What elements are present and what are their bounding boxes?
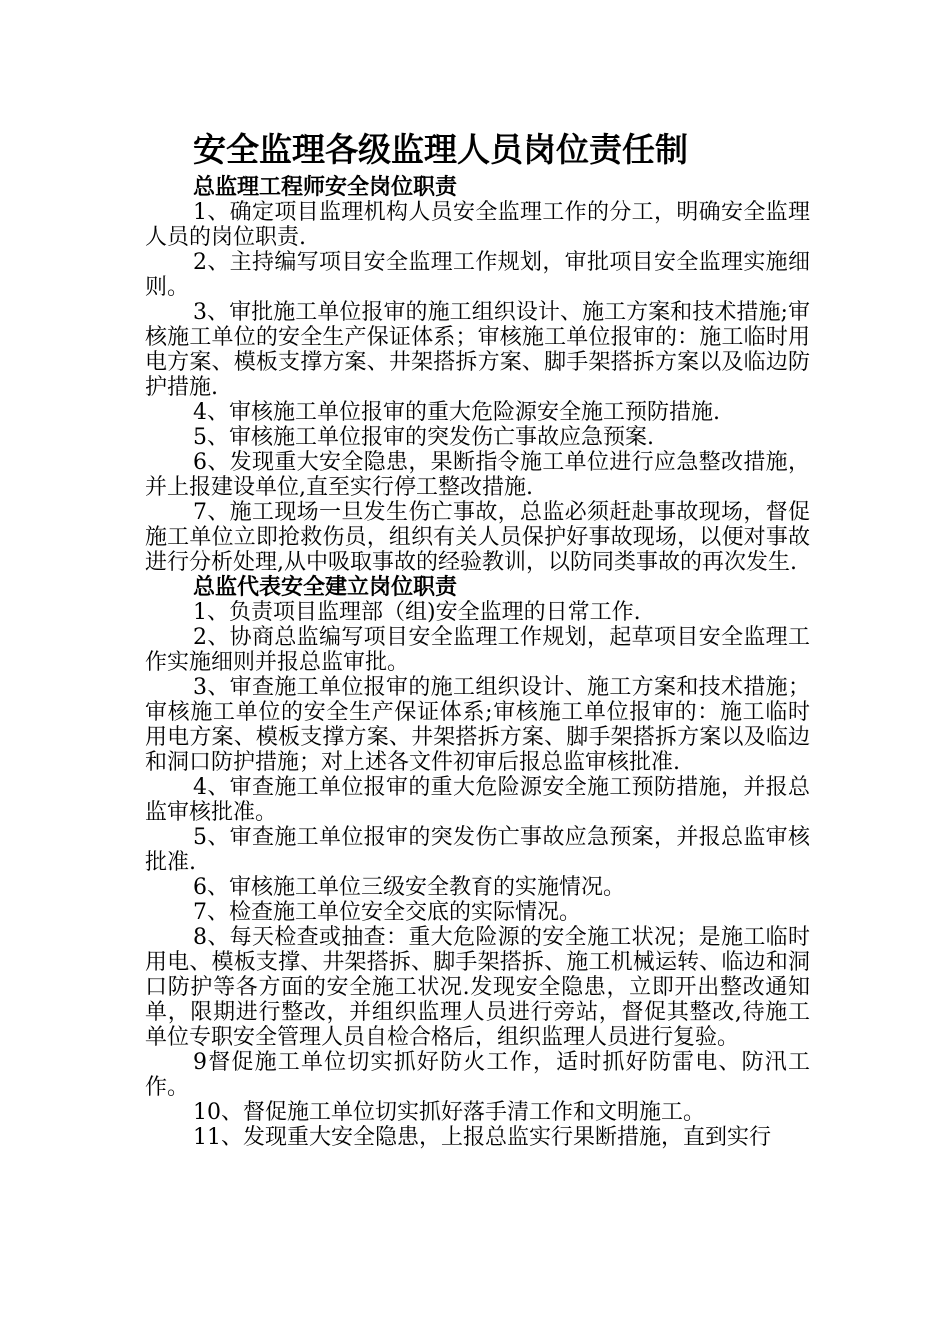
- document-title: 安全监理各级监理人员岗位责任制: [193, 130, 688, 169]
- paragraph: 1、确定项目监理机构人员安全监理工作的分工，明确安全监理人员的岗位职责.: [145, 200, 810, 250]
- section-heading: 总监理工程师安全岗位职责: [193, 175, 458, 200]
- paragraph: 4、审核施工单位报审的重大危险源安全施工预防措施.: [193, 400, 720, 425]
- paragraph: 1、负责项目监理部（组)安全监理的日常工作.: [193, 600, 641, 625]
- section-heading: 总监代表安全建立岗位职责: [193, 575, 458, 600]
- paragraph: 11、发现重大安全隐患，上报总监实行果断措施，直到实行: [193, 1125, 771, 1150]
- paragraph: 8、每天检查或抽查：重大危险源的安全施工状况；是施工临时用电、模板支撑、井架搭拆、脚手架搭拆、施工机械运转、临边和洞口防护等各方面的安全施工状况.发现安全隐患，立即开出整改通知单，限期进行整改，并组织监理人员进行旁站，督促其整改,待施工单位专职安全管理人员自检合格后，组织监理人员进行复验。: [145, 925, 810, 1050]
- paragraph: 2、协商总监编写项目安全监理工作规划，起草项目安全监理工作实施细则并报总监审批。: [145, 625, 810, 675]
- paragraph: 6、审核施工单位三级安全教育的实施情况。: [193, 875, 625, 900]
- paragraph: 7、检查施工单位安全交底的实际情况。: [193, 900, 581, 925]
- paragraph: 6、发现重大安全隐患，果断指令施工单位进行应急整改措施，并上报建设单位,直至实行停工整改措施.: [145, 450, 810, 500]
- paragraph: 5、审查施工单位报审的突发伤亡事故应急预案，并报总监审核批准.: [145, 825, 810, 875]
- paragraph: 3、审查施工单位报审的施工组织设计、施工方案和技术措施；审核施工单位的安全生产保证体系;审核施工单位报审的：施工临时用电方案、模板支撑方案、井架搭拆方案、脚手架搭拆方案以及临边和洞口防护措施；对上述各文件初审后报总监审核批准.: [145, 675, 810, 775]
- paragraph: 10、督促施工单位切实抓好落手清工作和文明施工。: [193, 1100, 705, 1125]
- paragraph: 4、审查施工单位报审的重大危险源安全施工预防措施，并报总监审核批准。: [145, 775, 810, 825]
- paragraph: 7、施工现场一旦发生伤亡事故，总监必须赶赴事故现场，督促施工单位立即抢救伤员，组织有关人员保护好事故现场，以便对事故进行分析处理,从中吸取事故的经验教训，以防同类事故的再次发生.: [145, 500, 810, 575]
- paragraph: 9督促施工单位切实抓好防火工作，适时抓好防雷电、防汛工作。: [145, 1050, 810, 1100]
- section-deputy-director: [145, 575, 810, 1150]
- document-page: [145, 125, 810, 1150]
- paragraph: 3、审批施工单位报审的施工组织设计、施工方案和技术措施;审核施工单位的安全生产保证体系；审核施工单位报审的：施工临时用电方案、模板支撑方案、井架搭拆方案、脚手架搭拆方案以及临边防护措施.: [145, 300, 810, 400]
- paragraph: 2、主持编写项目安全监理工作规划，审批项目安全监理实施细则。: [145, 250, 810, 300]
- paragraph: 5、审核施工单位报审的突发伤亡事故应急预案.: [193, 425, 654, 450]
- section-chief-engineer: [145, 175, 810, 575]
